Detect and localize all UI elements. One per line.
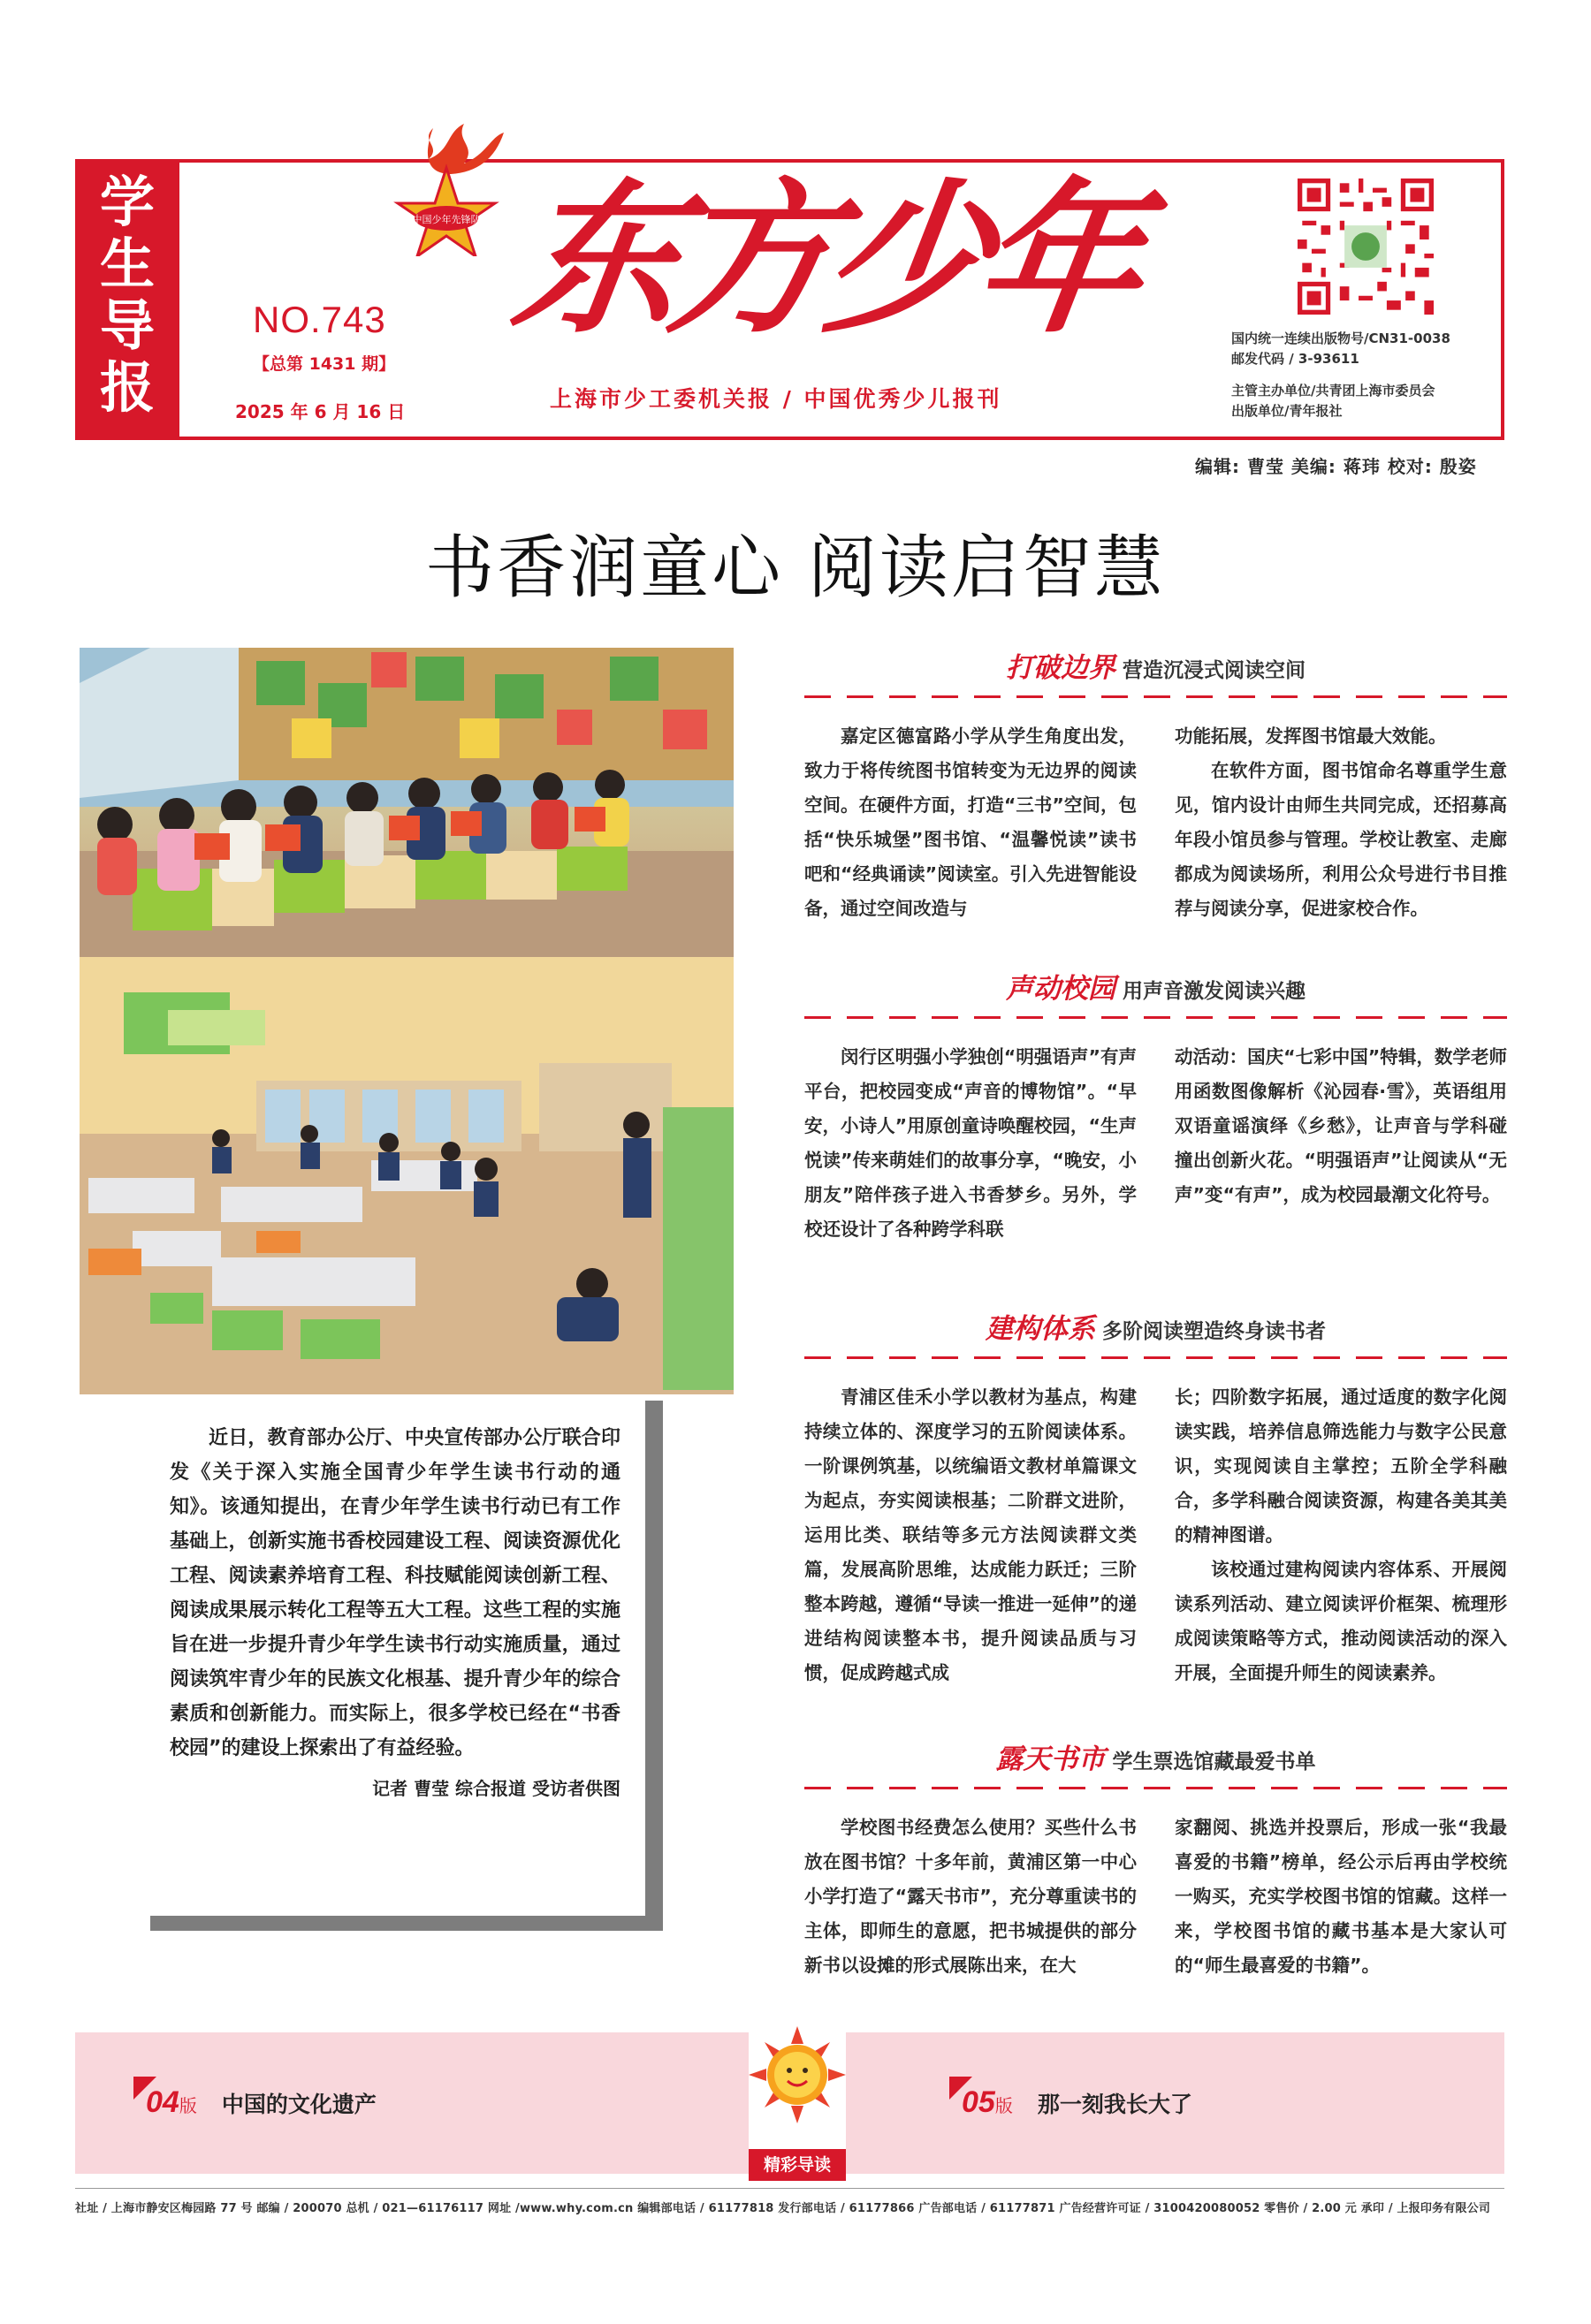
emblem-text: 中国少年先锋队 — [412, 214, 481, 225]
section-text: 该校通过建构阅读内容体系、开展阅读系列活动、建立阅读评价框架、梳理形成阅读策略等方式，推动阅读活动的深入开展，全面提升师生的阅读素养。 — [1175, 1559, 1507, 1683]
qr-code-icon[interactable] — [1298, 178, 1434, 315]
section-text: 学校图书经费怎么使用？买些什么书放在图书馆？十多年前，黄浦区第一中心小学打造了“露天书市”，充分尊重读书的主体，即师生的意愿，把书城提供的部分新书以设摊的形式展陈出来，在大 — [804, 1817, 1137, 1976]
sun-mascot-icon — [749, 2017, 846, 2150]
footer-rule — [75, 2188, 1504, 2189]
highlights-badge — [749, 2017, 846, 2181]
preview-page-04[interactable]: 04版 中国的文化遗产 — [146, 2085, 377, 2120]
section-subtitle: 营造沉浸式阅读空间 — [1123, 659, 1306, 682]
flag-icon — [133, 2077, 156, 2100]
vertical-tag: 学 生 导 报 — [75, 159, 179, 440]
section-text: 功能拓展，发挥图书馆最大效能。 — [1175, 725, 1447, 747]
editor-credits: 编辑: 曹莹 美编: 蒋玮 校对: 殷姿 — [1195, 456, 1477, 477]
byline: 记者 曹莹 综合报道 受访者供图 — [372, 1778, 620, 1799]
section-breaking-boundaries — [804, 645, 1507, 926]
newspaper-subtitle: 上海市少工委机关报 / 中国优秀少儿报刊 — [550, 386, 1002, 412]
newspaper-title: 东方少年 — [503, 162, 1146, 355]
section-text: 在软件方面，图书馆命名尊重学生意见，馆内设计由师生共同完成，还招募高年段小馆员参与管理。学校让教室、走廊都成为阅读场所，利用公众号进行书目推荐与阅读分享，促进家校合作。 — [1175, 760, 1507, 919]
section-subtitle: 学生票选馆藏最爱书单 — [1112, 1751, 1316, 1773]
section-building-system — [804, 1306, 1507, 1690]
flag-icon — [949, 2077, 972, 2100]
section-text: 长；四阶数字拓展，通过适度的数字化阅读实践，培养信息筛选能力与数字公民意识，实现阅读自主掌控；五阶全学科融合，多学科融合阅读资源，构建各美其美的精神图谱。 — [1175, 1386, 1507, 1546]
preview-page-05[interactable]: 05版 那一刻我长大了 — [962, 2085, 1192, 2120]
section-title: 建构体系 — [986, 1313, 1095, 1345]
dashed-divider — [804, 1016, 1507, 1019]
issue-number: NO.743 — [253, 299, 386, 340]
section-text: 家翻阅、挑选并投票后，形成一张“我最喜爱的书籍”榜单，经公示后再由学校统一购买，充实学校图书馆的馆藏。这样一来，学校图书馆的藏书基本是大家认可的“师生最喜爱的书籍”。 — [1175, 1817, 1507, 1976]
dashed-divider — [804, 1787, 1507, 1789]
section-subtitle: 用声音激发阅读兴趣 — [1123, 980, 1306, 1003]
dashed-divider — [804, 1356, 1507, 1359]
issue-total: 【总第 1431 期】 — [253, 354, 396, 374]
section-title: 露天书市 — [995, 1743, 1106, 1775]
section-text: 青浦区佳禾小学以教材为基点，构建持续立体的、深度学习的五阶阅读体系。一阶课例筑基，以统编语文教材单篇课文为起点，夯实阅读根基；二阶群文进阶，运用比类、联结等多元方法阅读群文类篇，发展高阶思维，达成能力跃迁；三阶整本跨越，遵循“导读一推进一延伸”的递进结构阅读整本书，提升阅读品质与习惯，促成跨越式成 — [804, 1386, 1137, 1683]
footer-info: 社址 / 上海市静安区梅园路 77 号 邮编 / 200070 总机 / 021—61176117 网址 /www.why.com.cn 编辑部电话 / 61177818 发行部电话 / 61177866 广告部电话 / 61177871 广告经营许可证 / 3100420080052 零售价 / 2.00 元 承印 / 上报印务有限公司 — [75, 2202, 1491, 2215]
section-title: 打破边界 — [1006, 652, 1115, 684]
photo-library-room — [80, 957, 734, 1394]
section-open-air-bookfair — [804, 1736, 1507, 1983]
publication-info: 国内统一连续出版物号/CN31-0038 邮发代码 / 3-93611 主管主办单位/共青团上海市委员会 出版单位/青年报社 — [1231, 330, 1450, 419]
section-subtitle: 多阶阅读塑造终身读书者 — [1102, 1320, 1326, 1343]
issue-date: 2025 年 6 月 16 日 — [235, 401, 406, 422]
dashed-divider — [804, 695, 1507, 698]
section-sound-campus — [804, 966, 1507, 1247]
photo-children-reading — [80, 648, 734, 957]
intro-text: 近日，教育部办公厅、中央宣传部办公厅联合印发《关于深入实施全国青少年学生读书行动的通知》。该通知提出，在青少年学生读书行动已有工作基础上，创新实施书香校园建设工程、阅读资源优化工程、阅读素养培育工程、科技赋能阅读创新工程、阅读成果展示转化工程等五大工程。这些工程的实施旨在进一步提升青少年学生读书行动实施质量，通过阅读筑牢青少年的民族文化根基、提升青少年的综合素质和创新能力。而实际上，很多学校已经在“书香校园”的建设上探索出了有益经验。 — [170, 1427, 620, 1759]
section-title: 声动校园 — [1006, 973, 1115, 1005]
section-text: 嘉定区德富路小学从学生角度出发，致力于将传统图书馆转变为无边界的阅读空间。在硬件方面，打造“三书”空间，包括“快乐城堡”图书馆、“温馨悦读”读书吧和“经典诵读”阅读室。引入先进智能设备，通过空间改造与 — [804, 725, 1137, 919]
page-headline: 书香润童心 阅读启智慧 — [425, 528, 1166, 608]
pioneer-emblem-icon — [380, 119, 513, 256]
section-text: 动活动：国庆“七彩中国”特辑，数学老师用函数图像解析《沁园春·雪》，英语组用双语童谣演绎《乡愁》，让声音与学科碰撞出创新火花。“明强语声”让阅读从“无声”变“有声”，成为校园最潮文化符号。 — [1175, 1046, 1507, 1205]
intro-box — [133, 1394, 645, 1916]
section-text: 闵行区明强小学独创“明强语声”有声平台，把校园变成“声音的博物馆”。“早安，小诗人”用原创童诗唤醒校园，“生声悦读”传来萌娃们的故事分享，“晚安，小朋友”陪伴孩子进入书香梦乡。另外，学校还设计了各种跨学科联 — [804, 1046, 1137, 1240]
highlights-label: 精彩导读 — [749, 2149, 846, 2181]
